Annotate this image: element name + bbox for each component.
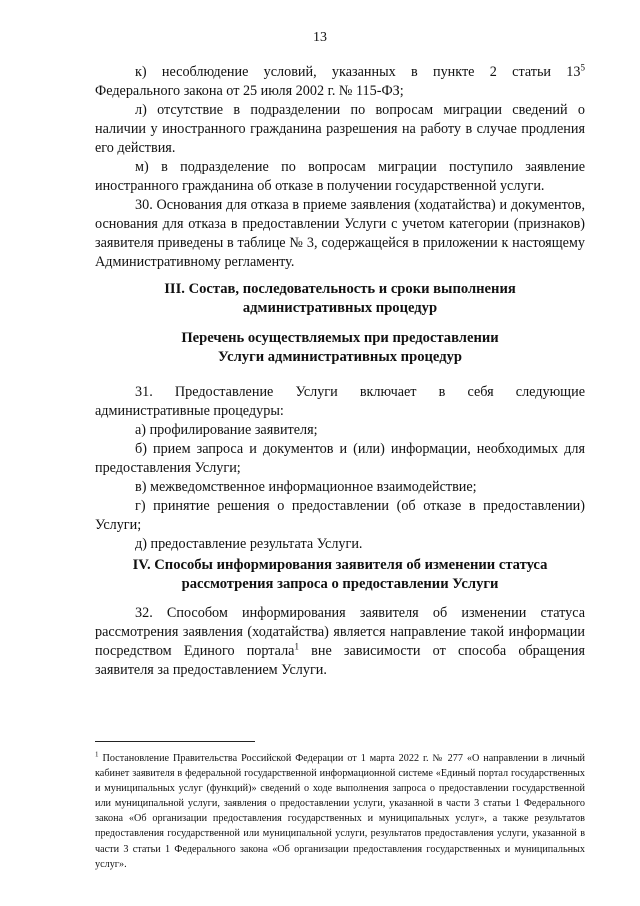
list-item-a: а) профилирование заявителя; — [135, 422, 318, 438]
paragraph-31-list — [95, 383, 585, 554]
item-k-text: к) несоблюдение условий, указанных в пункте 2 статьи 13 — [135, 64, 581, 80]
paragraph-32 — [95, 604, 585, 680]
paragraph-30: 30. Основания для отказа в приеме заявления (ходатайства) и документов, основания для отказа в предоставлении Услуги с учетом категории (признаков) заявителя приведены в таблице № 3, содержащейся в приложении к настоящему Административному регламенту. — [95, 197, 585, 270]
section-3-subtitle-line2: Услуги административных процедур — [217, 349, 462, 365]
paragraph-31: 31. Предоставление Услуги включает в себя следующие административные процедуры: — [95, 384, 585, 419]
footnote-text: Постановление Правительства Российской Федерации от 1 марта 2022 г. № 277 «О направлении в личный кабинет заявителя в федеральной государственной информационной системе «Единый портал государственных и муниципальных услуг (функций)» сведений о ходе выполнения запроса о предоставлении государственной или муниципальной услуги, заявления о предоставлении услуги, указанной в части 3 статьи 1 Федерального закона «Об организации предоставления государственных и муниципальных услуг», а также результатов предоставления государственной или муниципальной услуги, результатов предоставления услуги, указанной в части 3 статьи 1 Федерального закона «Об организации предоставления государственных и муниципальных услуг». — [95, 753, 585, 870]
item-k-continued: Федерального закона от 25 июля 2002 г. № 115-ФЗ; — [95, 83, 404, 99]
item-m: м) в подразделение по вопросам миграции поступило заявление иностранного гражданина об отказе в получении государственной услуги. — [95, 159, 585, 194]
paragraph-32-text-a: 32. Способом информирования заявителя об изменении статуса рассмотрения заявления (ходатайства) является направление такой информации посредством Единого портала — [95, 605, 585, 659]
section-4-title-line1: IV. Способы информирования заявителя об изменении статуса — [132, 557, 548, 573]
section-3-title-line1: III. Состав, последовательность и сроки выполнения — [164, 281, 516, 297]
list-item-g: г) принятие решения о предоставлении (об отказе в предоставлении) Услуги; — [95, 498, 585, 533]
item-k-sup: 5 — [580, 62, 585, 73]
page-number: 13 — [313, 30, 327, 45]
section-3-title-line2: административных процедур — [242, 300, 438, 316]
section-3-subtitle-line1: Перечень осуществляемых при предоставлении — [181, 330, 499, 346]
item-l: л) отсутствие в подразделении по вопросам миграции сведений о наличии у иностранного гражданина разрешения на работу в случае продления его действия. — [95, 102, 585, 156]
footnote-separator — [95, 741, 255, 742]
paragraph-32-block — [95, 604, 585, 680]
item-k — [95, 63, 585, 82]
list-item-b: б) прием запроса и документов и (или) информации, необходимых для предоставления Услуги; — [95, 441, 585, 476]
footnote — [95, 751, 585, 872]
section-4-heading — [95, 556, 585, 594]
section-3-subheading — [95, 329, 585, 367]
footnote-marker: 1 — [95, 750, 99, 759]
paragraphs-k-30 — [95, 63, 585, 272]
paragraph-32-text-b: вне зависимости от способа обращения заявителя за предоставлением Услуги. — [95, 643, 585, 678]
section-3-heading — [95, 280, 585, 318]
list-item-v: в) межведомственное информационное взаимодействие; — [135, 479, 477, 495]
list-item-d: д) предоставление результата Услуги. — [135, 536, 363, 552]
footnote-ref: 1 — [294, 641, 299, 652]
section-4-title-line2: рассмотрения запроса о предоставлении Услуги — [181, 576, 499, 592]
